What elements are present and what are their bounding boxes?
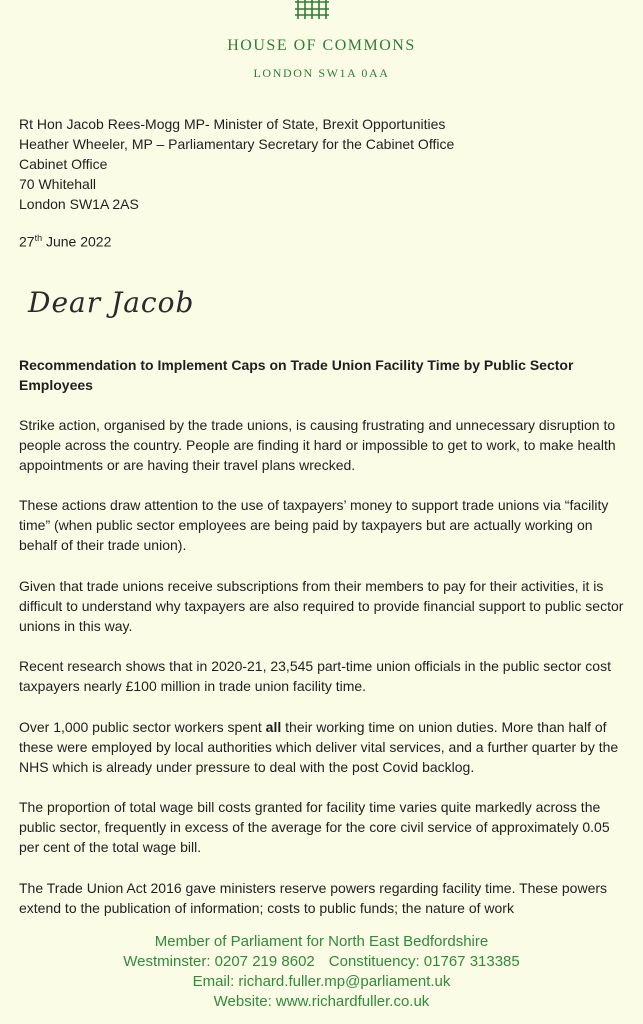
paragraph: These actions draw attention to the use of taxpayers’ money to support trade unions via “facility time” (when public sector employees are being paid by taxpayers but are actually working on behalf of their trade union). (19, 497, 609, 553)
portcullis-icon (292, 0, 332, 20)
paragraph: Recent research shows that in 2020-21, 23,545 part-time union officials in the public sector cost taxpayers nearly £100 million in trade union facility time. (19, 658, 611, 694)
paragraph: The proportion of total wage bill costs granted for facility time varies quite markedly across the public sector, frequently in excess of the average for the core civil service of approximately 0.05 per cent of the total wage bill. (19, 799, 610, 855)
footer-phones (0, 952, 643, 972)
date-day: 27 (19, 233, 35, 250)
paragraph: Strike action, organised by the trade unions, is causing frustrating and unnecessary disruption to people across the country. People are finding it hard or impossible to get to work, to make health appointments or are having their travel plans wrecked. (19, 417, 616, 473)
paragraph (19, 717, 629, 777)
recipient-line: Cabinet Office (19, 156, 108, 172)
house-name: HOUSE OF COMMONS (227, 37, 416, 54)
footer-constituency-title: Member of Parliament for North East Bedfordshire (154, 933, 489, 950)
letter-date (19, 233, 111, 250)
paragraph-emphasis: all (265, 719, 282, 735)
recipient-line: 70 Whitehall (19, 176, 97, 192)
house-address: LONDON SW1A 0AA (253, 66, 390, 80)
paragraph: The Trade Union Act 2016 gave ministers reserve powers regarding facility time. These powers extend to the publication of information; costs to public funds; the nature of work (19, 880, 608, 916)
footer-constituency-phone: Constituency: 01767 313385 (328, 953, 520, 970)
footer-website: Website: www.richardfuller.co.uk (213, 993, 430, 1010)
paragraph-text: Over 1,000 public sector workers spent (19, 719, 266, 735)
recipient-line: London SW1A 2AS (19, 196, 139, 212)
date-suffix: th (34, 233, 43, 243)
recipient-line: Rt Hon Jacob Rees-Mogg MP- Minister of State, Brexit Opportunities (19, 116, 446, 132)
recipient-address (19, 114, 454, 214)
letter-subject: Recommendation to Implement Caps on Trade Union Facility Time by Public Sector Employees (19, 357, 574, 393)
paragraph: Given that trade unions receive subscriptions from their members to pay for their activities, it is difficult to understand why taxpayers are also required to provide financial support to public sector unions in this way. (19, 578, 624, 634)
date-rest: June 2022 (42, 233, 112, 250)
footer-westminster-phone: Westminster: 0207 219 8602 (123, 953, 315, 970)
recipient-line: Heather Wheeler, MP – Parliamentary Secretary for the Cabinet Office (19, 136, 455, 152)
footer (0, 932, 643, 1012)
paragraph-text: their working time on union duties. More than half of these were employed by local authorities which deliver vital services, and a further quarter by the NHS which is already under pressure to deal with the post Covid backlog. (19, 719, 619, 775)
handwritten-salutation: Dear Jacob (28, 286, 195, 319)
footer-email: Email: richard.fuller.mp@parliament.uk (192, 973, 451, 990)
